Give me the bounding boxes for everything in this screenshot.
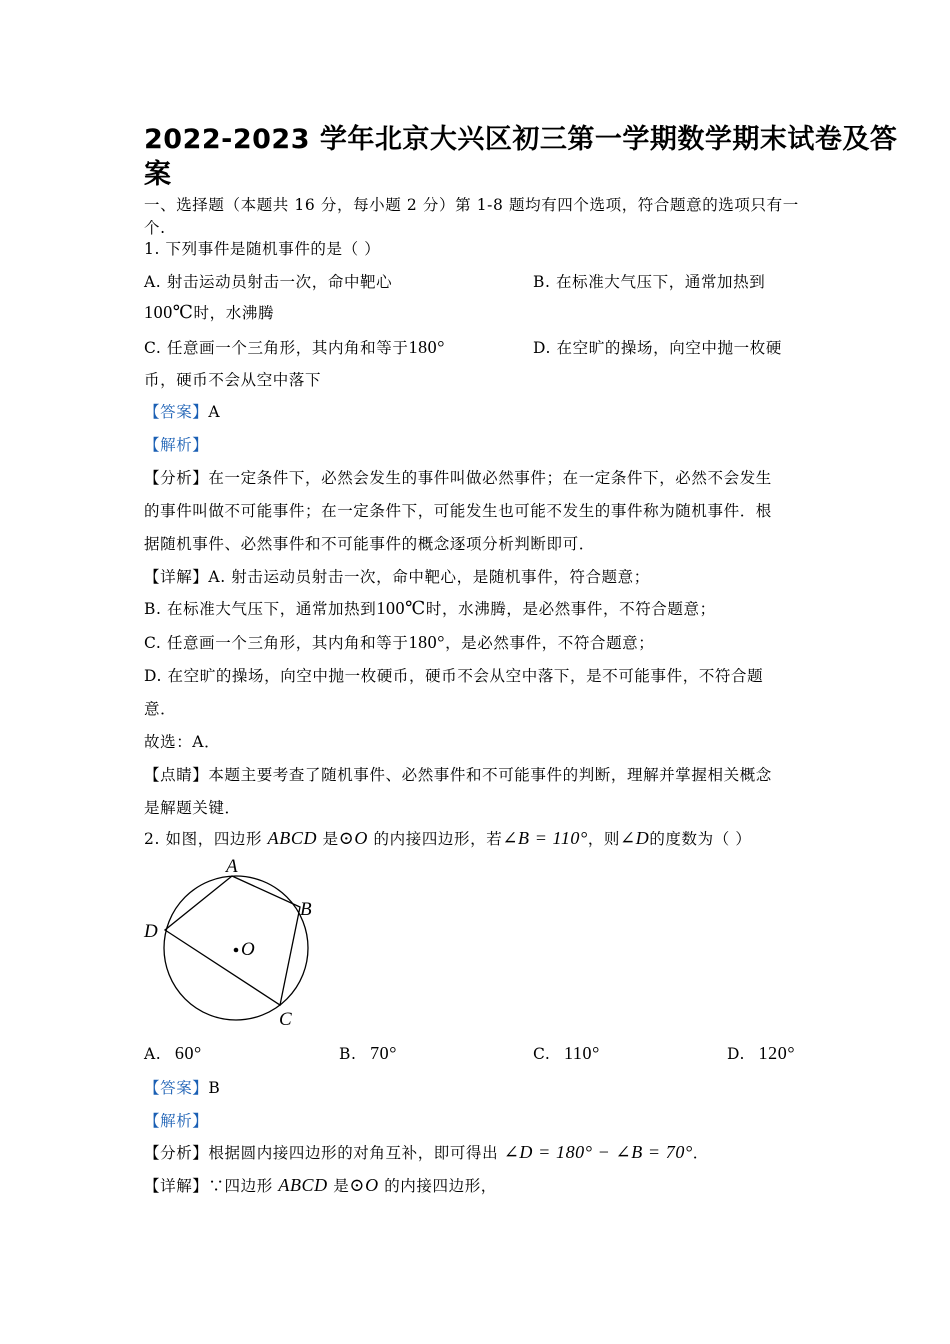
vertex-label-c: C bbox=[279, 1009, 292, 1030]
q2-option-c bbox=[533, 1043, 600, 1064]
q2-stem-circle: ⊙O bbox=[338, 828, 368, 848]
q1-xiangjie-c-angle: 180° bbox=[408, 632, 446, 652]
q2-stem-abcd: ABCD bbox=[267, 828, 318, 848]
q2-option-c-value: 110° bbox=[563, 1043, 600, 1063]
vertex-label-a: A bbox=[226, 856, 238, 877]
q2-fenxi-end: ． bbox=[692, 1144, 709, 1162]
q2-stem-part5: 的度数为（ ） bbox=[649, 830, 752, 848]
q1-xiangjie-c-text: C. 任意画一个三角形，其内角和等于 bbox=[144, 634, 409, 652]
q1-dianjing-line2: 是解题关键． bbox=[144, 799, 241, 817]
q2-stem-angle-d: ∠D bbox=[620, 828, 650, 848]
q2-analysis-heading bbox=[144, 1109, 208, 1131]
q2-fenxi bbox=[144, 1141, 709, 1163]
q1-xiangjie-d-line2: 意． bbox=[144, 700, 177, 718]
q2-stem-part4: ，则 bbox=[587, 830, 621, 848]
q1-stem: 1. 下列事件是随机事件的是（ ） bbox=[144, 240, 381, 258]
q2-stem-part1: 2. 如图，四边形 bbox=[144, 830, 263, 848]
q2-answer bbox=[144, 1076, 220, 1098]
q1-answer bbox=[144, 400, 220, 422]
q1-option-a: A. 射击运动员射击一次，命中靶心 bbox=[144, 273, 393, 291]
q1-option-b-temp: 100℃ bbox=[144, 302, 194, 322]
vertex-label-b: B bbox=[300, 899, 312, 920]
q1-xiangjie-b-text: B. 在标准大气压下，通常加热到 bbox=[144, 600, 377, 618]
q2-xiangjie-part2: 是 bbox=[333, 1177, 350, 1195]
q1-xiangjie-d-line1: D. 在空旷的操场，向空中抛一枚硬币，硬币不会从空中落下，是不可能事件，不符合题 bbox=[144, 667, 764, 685]
cyclic-quadrilateral-figure bbox=[135, 852, 330, 1032]
q1-dianjing-text1: 本题主要考查了随机事件、必然事件和不可能事件的判断，理解并掌握相关概念 bbox=[208, 766, 772, 784]
q2-option-d-value: 120° bbox=[758, 1043, 796, 1063]
q1-analysis-heading bbox=[144, 433, 208, 455]
xiangjie-tag: 【详解】 bbox=[144, 568, 209, 586]
q1-answer-value: A bbox=[208, 403, 221, 421]
q1-option-c-text: C. 任意画一个三角形，其内角和等于 bbox=[144, 339, 409, 357]
q2-option-b-label: B. bbox=[339, 1045, 357, 1063]
q2-stem-part2: 是 bbox=[322, 830, 339, 848]
q1-option-d-cont: 币，硬币不会从空中落下 bbox=[144, 371, 322, 389]
q1-fenxi-line3: 据随机事件、必然事件和不可能事件的概念逐项分析判断即可． bbox=[144, 535, 595, 553]
q2-stem bbox=[144, 827, 751, 849]
q1-xiangjie-c-tail: ，是必然事件，不符合题意； bbox=[445, 634, 655, 652]
q1-option-c bbox=[144, 336, 445, 358]
q1-option-b: B. 在标准大气压下，通常加热到 bbox=[533, 273, 766, 291]
q2-xiangjie bbox=[144, 1174, 497, 1196]
q1-option-c-angle: 180° bbox=[408, 337, 446, 357]
doc-title-line1: 2022-2023 学年北京大兴区初三第一学期数学期末试卷及答 bbox=[144, 124, 898, 155]
q1-xiangjie-b bbox=[144, 597, 716, 619]
q2-stem-angle-b: ∠B = 110° bbox=[502, 828, 588, 848]
q2-option-a bbox=[144, 1043, 202, 1064]
doc-title-line2: 案 bbox=[144, 159, 172, 190]
fenxi-tag: 【分析】 bbox=[144, 1144, 209, 1162]
q2-option-a-label: A. bbox=[144, 1045, 162, 1063]
analysis-tag: 【解析】 bbox=[144, 436, 209, 454]
q2-stem-part3: 的内接四边形，若 bbox=[373, 830, 503, 848]
q1-fenxi-line2: 的事件叫做不可能事件；在一定条件下，可能发生也可能不发生的事件称为随机事件．根 bbox=[144, 502, 772, 520]
q2-xiangjie-part3: 的内接四边形， bbox=[384, 1177, 497, 1195]
q1-xiangjie-c bbox=[144, 631, 654, 653]
section-heading-line1: 一、选择题（本题共 16 分，每小题 2 分）第 1-8 题均有四个选项，符合题意的选项只有一 bbox=[144, 196, 799, 214]
q1-xiangjie-b-temp: 100℃ bbox=[376, 598, 426, 618]
answer-tag: 【答案】 bbox=[144, 1079, 209, 1097]
q2-option-b-value: 70° bbox=[370, 1043, 398, 1063]
q2-option-c-label: C. bbox=[533, 1045, 551, 1063]
q2-fenxi-text: 根据圆内接四边形的对角互补，即可得出 bbox=[208, 1144, 499, 1162]
q1-fenxi-text1: 在一定条件下，必然会发生的事件叫做必然事件；在一定条件下，必然不会发生 bbox=[208, 469, 772, 487]
q1-option-b-cont bbox=[144, 301, 274, 323]
q1-dianjing-line1 bbox=[144, 763, 772, 785]
q2-option-d bbox=[727, 1043, 795, 1064]
q1-xiangjie-a bbox=[144, 565, 650, 587]
q1-option-b-tail: 时，水沸腾 bbox=[193, 304, 275, 322]
fenxi-tag: 【分析】 bbox=[144, 469, 209, 487]
q2-xiangjie-abcd: ABCD bbox=[278, 1175, 328, 1195]
center-point-o bbox=[234, 948, 239, 953]
quadrilateral-abcd bbox=[165, 876, 300, 1005]
analysis-tag: 【解析】 bbox=[144, 1112, 209, 1130]
q1-conclusion: 故选：A． bbox=[144, 733, 221, 751]
xiangjie-tag: 【详解】 bbox=[144, 1177, 209, 1195]
q1-xiangjie-a-text: A. 射击运动员射击一次，命中靶心，是随机事件，符合题意； bbox=[208, 568, 650, 586]
q1-xiangjie-b-tail: 时，水沸腾，是必然事件，不符合题意； bbox=[425, 600, 716, 618]
q2-xiangjie-circle: ⊙O bbox=[349, 1175, 379, 1195]
q1-fenxi-line1 bbox=[144, 466, 772, 488]
vertex-label-d: D bbox=[144, 921, 158, 942]
center-label-o: O bbox=[241, 939, 255, 960]
q1-option-d: D. 在空旷的操场，向空中抛一枚硬 bbox=[533, 339, 782, 357]
q2-answer-value: B bbox=[208, 1079, 221, 1097]
q2-fenxi-equation: ∠D = 180° − ∠B = 70° bbox=[503, 1142, 693, 1162]
q2-option-d-label: D. bbox=[727, 1045, 746, 1063]
dianjing-tag: 【点睛】 bbox=[144, 766, 209, 784]
answer-tag: 【答案】 bbox=[144, 403, 209, 421]
q2-option-b bbox=[339, 1043, 397, 1064]
q2-option-a-value: 60° bbox=[174, 1043, 202, 1063]
section-heading-line2: 个. bbox=[144, 219, 166, 237]
q2-xiangjie-part1: ∵四边形 bbox=[208, 1177, 273, 1195]
